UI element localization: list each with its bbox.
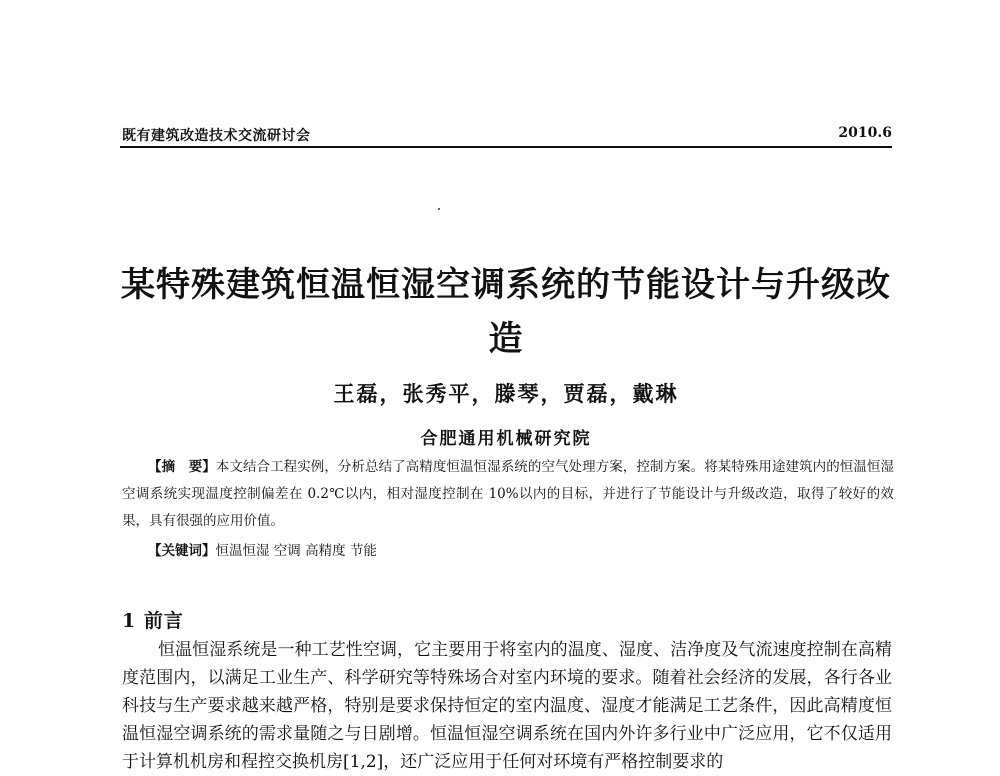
keywords [148, 538, 377, 565]
keywords-text: 恒温恒湿 空调 高精度 节能 [215, 543, 377, 559]
running-header-journal: 既有建筑改造技术交流研讨会 [122, 128, 311, 144]
paper-affiliation: 合肥通用机械研究院 [420, 429, 592, 449]
section-body: 恒温恒湿系统是一种工艺性空调，它主要用于将室内的温度、湿度、洁净度及气流速度控制在高精度范围内，以满足工业生产、科学研究等特殊场合对室内环境的要求。随着社会经济的发展，各行各业科技与生产要求越来越严格，特别是要求保持恒定的室内温度、湿度才能满足工艺条件，因此高精度恒温恒湿空调系统的需求量随之与日剧增。恒温恒湿空调系统在国内外许多行业中广泛应用，它不仅适用于计算机机房和程控交换机房[1,2]，还广泛应用于任何对环境有严格控制要求的 [122, 640, 892, 772]
abstract-label: 【摘 要】 [148, 459, 216, 475]
abstract [122, 454, 894, 535]
keywords-label: 【关键词】 [148, 543, 216, 559]
section-heading: 1 前言 [122, 610, 184, 632]
header-divider [120, 146, 892, 148]
paper-authors: 王磊，张秀平，滕琴，贾磊，戴琳 [333, 381, 679, 406]
scan-speck [438, 208, 440, 210]
running-header-date: 2010.6 [838, 125, 892, 141]
abstract-text: 本文结合工程实例，分析总结了高精度恒温恒湿系统的空气处理方案，控制方案。将某特殊用途建筑内的恒温恒湿空调系统实现温度控制偏差在 0.2℃以内，相对湿度控制在 10%以内的目标，并进行了节能设计与升级改造，取得了较好的效果，具有很强的应用价值。 [122, 459, 895, 529]
paper-title: 某特殊建筑恒温恒湿空调系统的节能设计与升级改造 [121, 265, 891, 359]
